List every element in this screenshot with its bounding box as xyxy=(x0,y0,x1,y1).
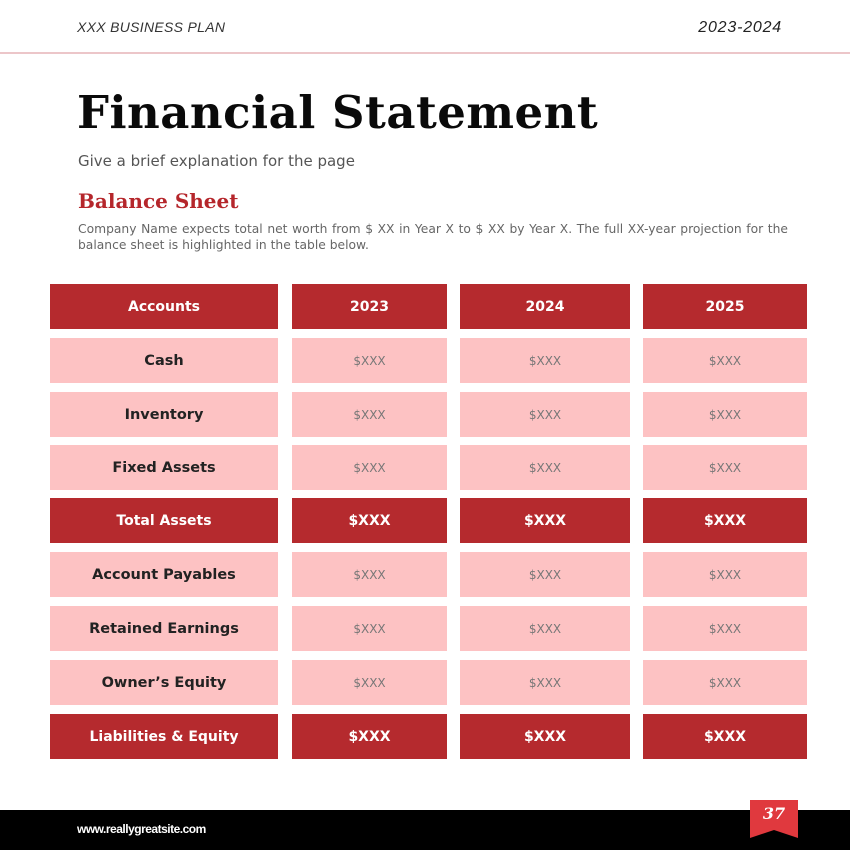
page-title: Financial Statement xyxy=(77,86,599,139)
business-plan-label: XXX BUSINESS PLAN xyxy=(77,19,226,35)
page-header xyxy=(0,0,850,54)
value-cell: $XXX xyxy=(460,552,630,597)
value-cell: $XXX xyxy=(292,445,447,490)
value-cell: $XXX xyxy=(292,498,447,543)
value-cell: $XXX xyxy=(643,552,807,597)
header-cell: 2025 xyxy=(643,284,807,329)
header-cell: 2023 xyxy=(292,284,447,329)
account-cell: Inventory xyxy=(50,392,278,437)
section-description: Company Name expects total net worth from $ XX in Year X to $ XX by Year X. The full XX-year projection for the balance sheet is highlighted in the table below. xyxy=(78,222,788,252)
value-cell: $XXX xyxy=(292,606,447,651)
value-cell: $XXX xyxy=(643,498,807,543)
value-cell: $XXX xyxy=(460,606,630,651)
value-cell: $XXX xyxy=(643,606,807,651)
year-range-label: 2023-2024 xyxy=(698,19,782,36)
page-footer xyxy=(0,810,850,850)
page-subtitle: Give a brief explanation for the page xyxy=(78,152,355,170)
value-cell: $XXX xyxy=(460,392,630,437)
account-cell: Account Payables xyxy=(50,552,278,597)
value-cell: $XXX xyxy=(643,714,807,759)
page-number-badge xyxy=(750,800,798,838)
value-cell: $XXX xyxy=(292,338,447,383)
account-cell: Owner’s Equity xyxy=(50,660,278,705)
account-cell: Fixed Assets xyxy=(50,445,278,490)
account-cell: Total Assets xyxy=(50,498,278,543)
value-cell: $XXX xyxy=(292,714,447,759)
value-cell: $XXX xyxy=(460,660,630,705)
value-cell: $XXX xyxy=(292,660,447,705)
account-cell: Cash xyxy=(50,338,278,383)
value-cell: $XXX xyxy=(460,445,630,490)
value-cell: $XXX xyxy=(460,714,630,759)
value-cell: $XXX xyxy=(292,392,447,437)
account-cell: Retained Earnings xyxy=(50,606,278,651)
section-title: Balance Sheet xyxy=(78,189,239,213)
page-number: 37 xyxy=(762,804,786,823)
header-cell: 2024 xyxy=(460,284,630,329)
value-cell: $XXX xyxy=(460,338,630,383)
value-cell: $XXX xyxy=(643,660,807,705)
value-cell: $XXX xyxy=(643,338,807,383)
value-cell: $XXX xyxy=(292,552,447,597)
value-cell: $XXX xyxy=(643,392,807,437)
value-cell: $XXX xyxy=(643,445,807,490)
website-link[interactable]: www.reallygreatsite.com xyxy=(77,822,206,836)
account-cell: Liabilities & Equity xyxy=(50,714,278,759)
header-cell: Accounts xyxy=(50,284,278,329)
value-cell: $XXX xyxy=(460,498,630,543)
